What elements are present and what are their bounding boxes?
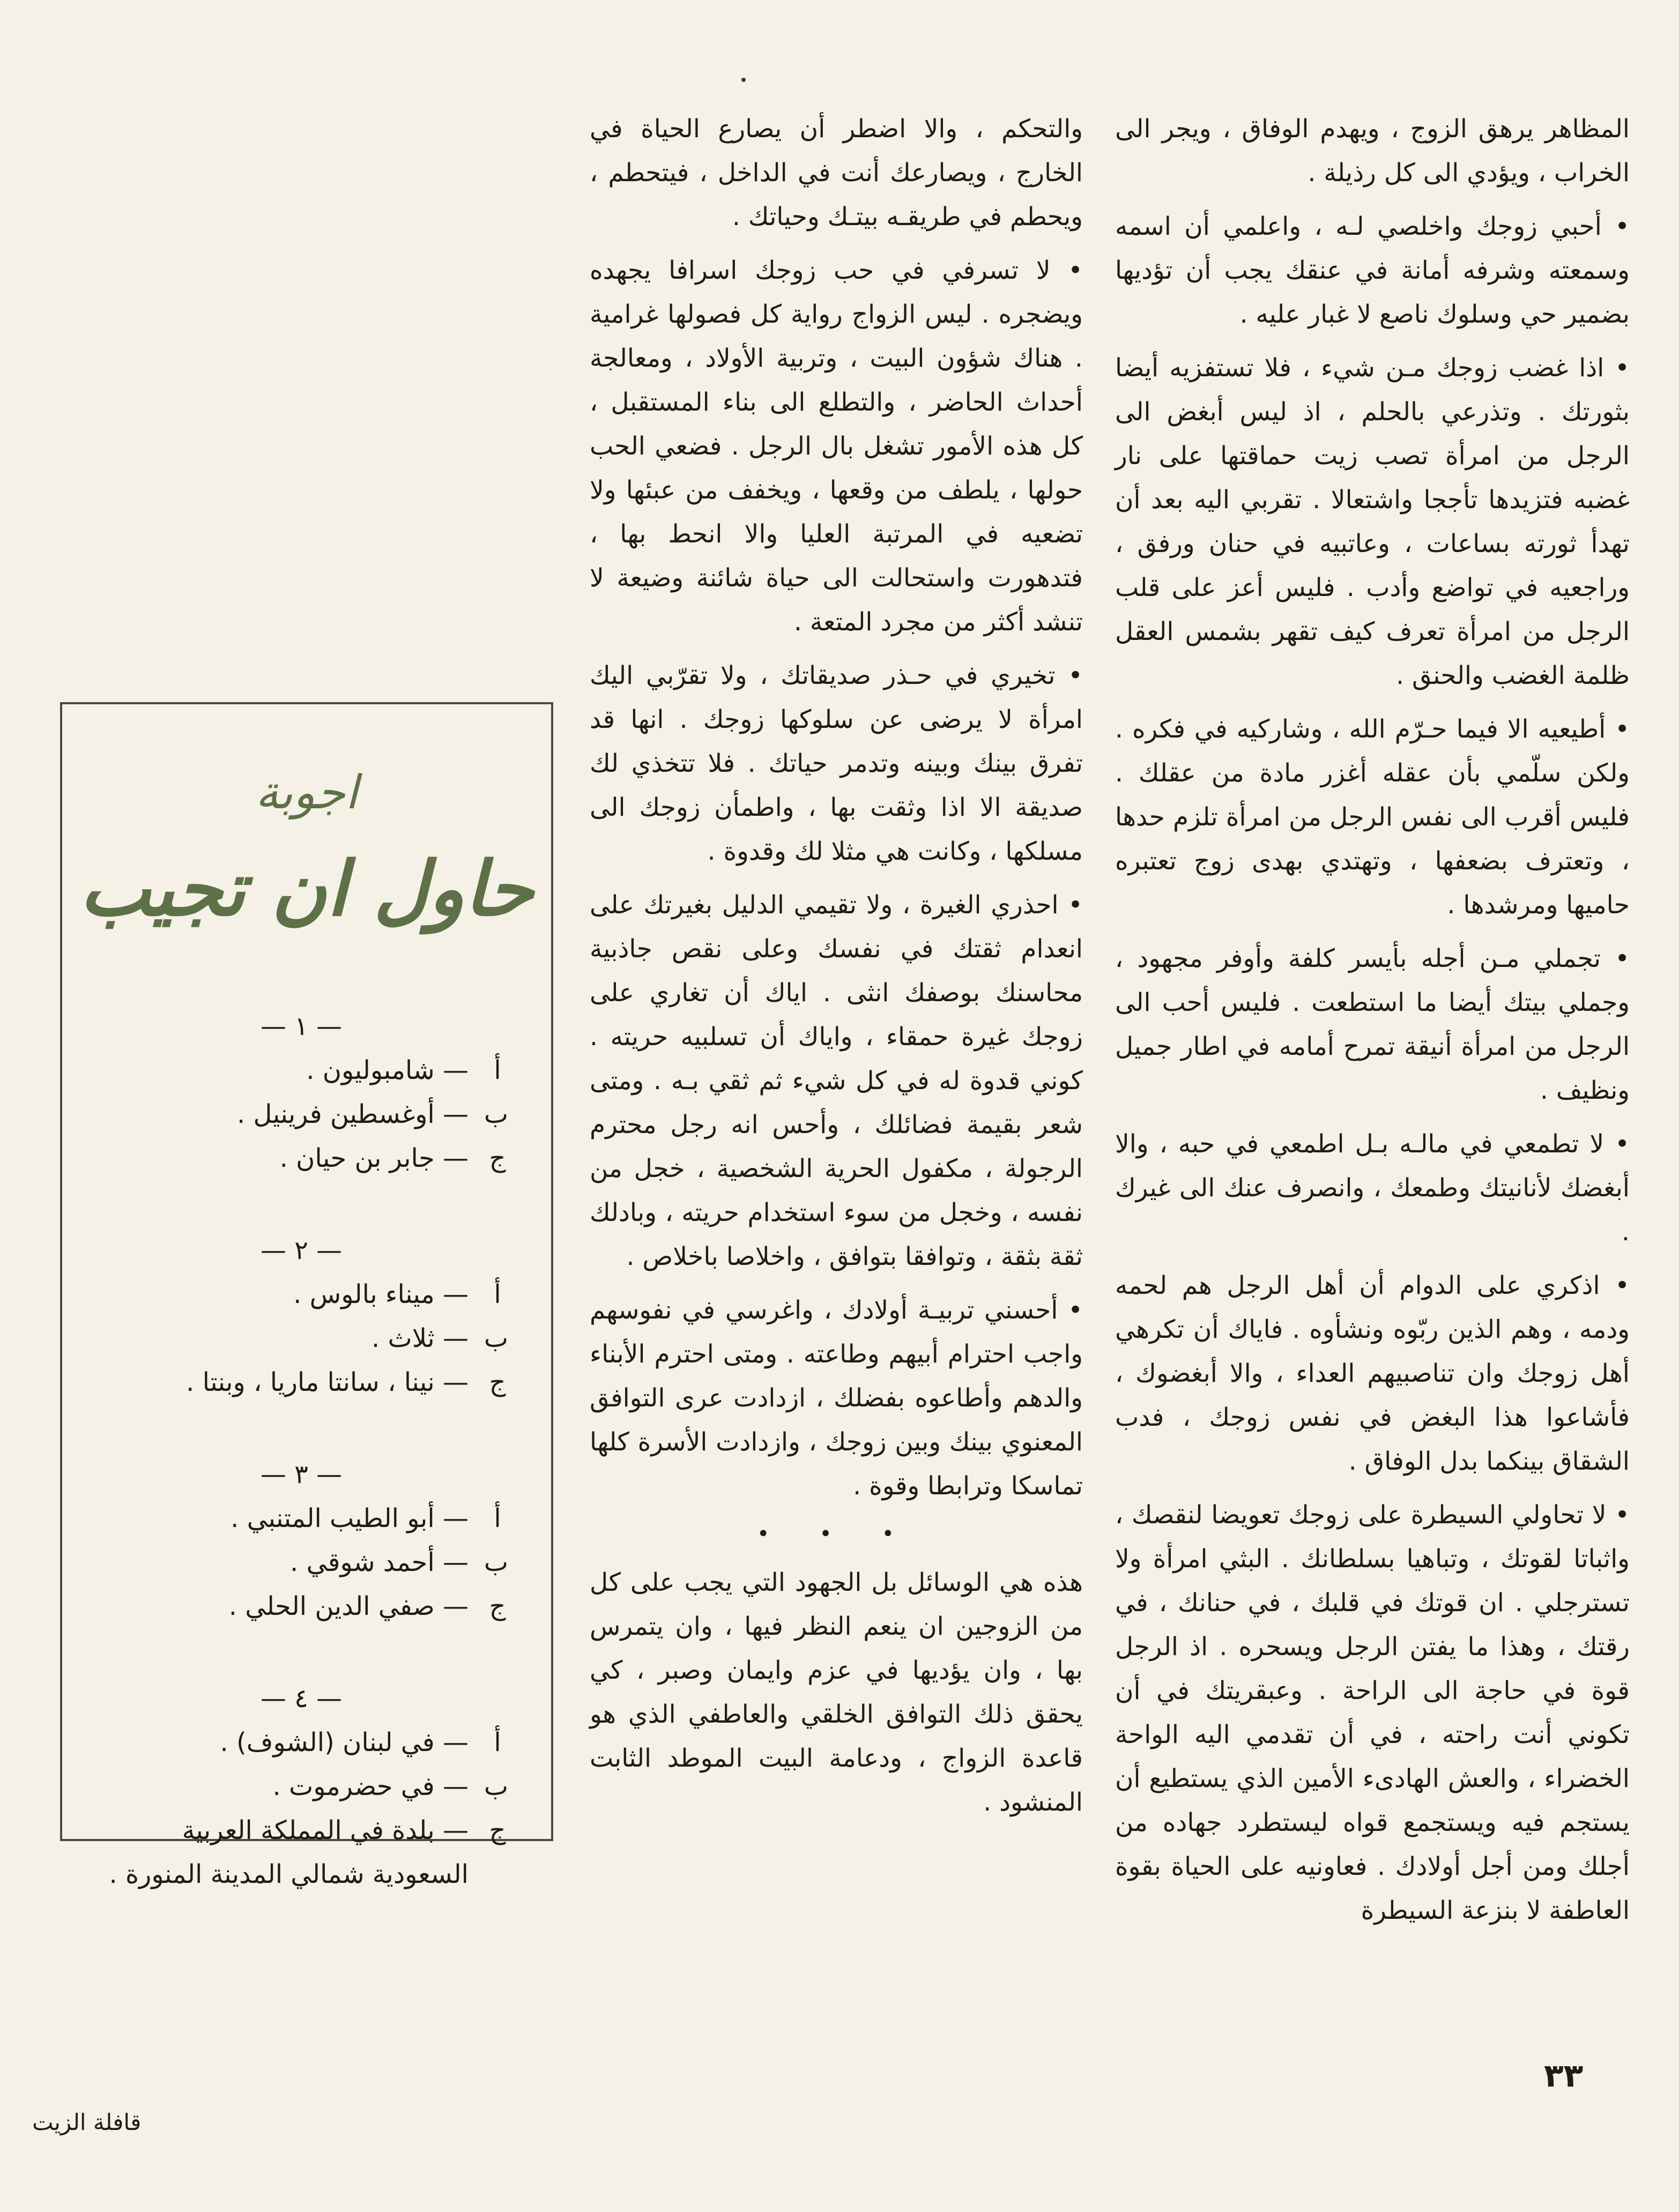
answer-group-number: — ٤ — xyxy=(260,1684,343,1714)
article-paragraph: • أحبي زوجك واخلصي لـه ، واعلمي أن اسمه وسمعته وشرفه أمانة في عنقك يجب أن تؤديها بضمير حي وسلوك ناصع لا غبار عليه . xyxy=(1115,212,1630,329)
answer-letter: ج xyxy=(489,1815,506,1845)
article-closing-paragraph: هذه هي الوسائل بل الجهود التي يجب على كل من الزوجين ان ينعم النظر فيها ، وان يتمرس بها ، وان يؤديها في عزم وايمان وصبر ، كي يحقق ذلك التوافق الخلقي والعاطفي الذي هو قاعدة الزواج ، ودعامة البيت الموطد الثابت المنشود . xyxy=(590,1568,1083,1817)
answer-group-number: — ١ — xyxy=(260,1011,343,1041)
answers-heading-small: اجوبة xyxy=(255,766,358,820)
article-paragraph: • اذا غضب زوجك مـن شيء ، فلا تستفزيه أيضا بثورتك . وتذرعي بالحلم ، اذ ليس أبغض الى الرجل من امرأة تصب زيت حماقتها على نار غضبه فتزيدها تأججا واشتعالا . تقربي اليه بعد أن تهدأ ثورته بساعات ، وعاتبيه في حنان ورفق ، وراجعيه في تواضع وأدب . فليس أعز على قلب الرجل من امرأة تعرف كيف تقهر بشمس العقل ظلمة الغضب والحنق . xyxy=(1115,353,1630,690)
answer-text: — أوغسطين فرينيل . xyxy=(237,1099,469,1129)
answer-letter: أ xyxy=(494,1055,501,1085)
answer-letter: أ xyxy=(494,1503,501,1533)
answer-letter: ب xyxy=(484,1323,508,1353)
article-paragraph: • لا تطمعي في مالـه بـل اطمعي في حبه ، والا أبغضك لأنانيتك وطمعك ، وانصرف عنك الى غيرك . xyxy=(1115,1129,1630,1247)
answers-box xyxy=(60,702,553,1889)
answer-letter: ج xyxy=(489,1143,506,1173)
decorative-dot xyxy=(741,78,746,82)
article-paragraph: • احذري الغيرة ، ولا تقيمي الدليل بغيرتك على انعدام ثقتك في نفسك وعلى نقص جاذبية محاسنك بوصفك انثى . اياك أن تغاري على زوجك غيرة حمقاء ، واياك أن تسلبيه حريته . كوني قدوة له في كل شيء ثم ثقي بـه . ومتى شعر بقيمة فضائلك ، وأحس انه رجل محترم الرجولة ، مكفول الحرية الشخصية ، خجل من نفسه ، وخجل من سوء استخدام حريته ، وبادلك ثقة بثقة ، وتوافقا بتوافق ، واخلاصا باخلاص . xyxy=(590,890,1083,1271)
answer-text: — أبو الطيب المتنبي . xyxy=(231,1503,469,1533)
article-paragraph: المظاهر يرهق الزوج ، ويهدم الوفاق ، ويجر الى الخراب ، ويؤدي الى كل رذيلة . xyxy=(1115,114,1630,188)
article-column-middle xyxy=(590,107,1083,1834)
answer-letter: ج xyxy=(489,1591,506,1621)
answer-text: — في حضرموت . xyxy=(272,1771,469,1801)
answer-line xyxy=(94,1092,508,1136)
answer-text: — ميناء بالوس . xyxy=(293,1279,469,1309)
answer-line xyxy=(94,1584,508,1628)
article-paragraph: والتحكم ، والا اضطر أن يصارع الحياة في الخارج ، ويصارعك أنت في الداخل ، فيتحطم ، ويحطم في طريقـه بيتـك وحياتك . xyxy=(590,114,1083,232)
answers-heading-large: حاول ان تجيب xyxy=(79,845,534,933)
answer-text: — أحمد شوقي . xyxy=(290,1547,469,1577)
article-paragraph: • لا تسرفي في حب زوجك اسرافا يجهده ويضجره . ليس الزواج رواية كل فصولها غرامية . هناك شؤون البيت ، وتربية الأولاد ، ومعالجة أحداث الحاضر ، والتطلع الى بناء المستقبل ، كل هذه الأمور تشغل بال الرجل . فضعي الحب حولها ، يلطف من وقعها ، ويخفف من عبئها ولا تضعيه في المرتبة العليا والا انحط بها ، فتدهورت واستحالت الى حياة شائنة وضيعة لا تنشد أكثر من مجرد المتعة . xyxy=(590,256,1083,637)
answer-line xyxy=(94,1048,508,1092)
answer-line xyxy=(94,1136,508,1180)
answer-text: — شامبوليون . xyxy=(306,1055,469,1085)
answer-group xyxy=(94,1228,508,1404)
article-paragraph: • تجملي مـن أجله بأيسر كلفة وأوفر مجهود ، وجملي بيتك أيضا ما استطعت . فليس أحب الى الرجل من امرأة أنيقة تمرح أمامه في اطار جميل ونظيف . xyxy=(1115,944,1630,1105)
answer-group xyxy=(94,1453,508,1628)
answer-line xyxy=(94,1360,508,1404)
answer-line xyxy=(94,1540,508,1584)
answer-text: — بلدة في المملكة العربية السعودية شمالي المدينة المنورة . xyxy=(109,1815,469,1889)
answer-line xyxy=(94,1496,508,1540)
answer-group xyxy=(94,1677,508,1896)
answer-group-number: — ٢ — xyxy=(260,1235,343,1265)
answer-letter: ب xyxy=(484,1547,508,1577)
answer-group-number: — ٣ — xyxy=(260,1459,343,1489)
answer-letter: ج xyxy=(489,1367,506,1397)
page-number: ٣٣ xyxy=(1544,2057,1584,2095)
magazine-name: قافلة الزيت xyxy=(32,2109,142,2135)
article-paragraph: • تخيري في حـذر صديقاتك ، ولا تقرّبي اليك امرأة لا يرضى عن سلوكها زوجك . انها قد تفرق بينك وبينه وتدمر حياتك . فلا تتخذي لك صديقة الا اذا وثقت بها ، واطمأن زوجك الى مسلكها ، وكانت هي مثلا لك وقدوة . xyxy=(590,661,1083,866)
answer-text: — نينا ، سانتا ماريا ، وبنتا . xyxy=(186,1367,469,1397)
answer-letter: ب xyxy=(484,1771,508,1801)
article-column-right xyxy=(1115,107,1630,1942)
answer-line xyxy=(94,1272,508,1316)
answer-letter: أ xyxy=(494,1727,501,1757)
article-paragraph: • أطيعيه الا فيما حـرّم الله ، وشاركيه في فكره . ولكن سلّمي بأن عقله أغزر مادة من عقلك . فليس أقرب الى نفس الرجل من امرأة تلزم حدها ، وتعترف بضعفها ، وتهتدي بهدى زوج تعتبره حاميها ومرشدها . xyxy=(1115,714,1630,920)
answer-text: — صفي الدين الحلي . xyxy=(228,1591,469,1621)
answer-group xyxy=(94,1004,508,1180)
answer-letter: أ xyxy=(494,1279,501,1309)
answer-text: — جابر بن حيان . xyxy=(279,1143,469,1173)
answers-list xyxy=(94,1004,508,1896)
answer-line xyxy=(94,1764,508,1808)
article-paragraph: • أحسني تربيـة أولادك ، واغرسي في نفوسهم واجب احترام أبيهم وطاعته . ومتى احترم الأبناء والدهم وأطاعوه بفضلك ، ازدادت عرى التوافق المعنوي بينك وبين زوجك ، وازدادت الأسرة كلها تماسكا وترابطا وقوة . xyxy=(590,1295,1083,1501)
answer-line xyxy=(94,1808,508,1896)
article-paragraph: • لا تحاولي السيطرة على زوجك تعويضا لنقصك ، واثباتا لقوتك ، وتباهيا بسلطانك . البثي امرأة ولا تسترجلي . ان قوتك في قلبك ، في حنانك ، في رقتك ، وهذا ما يفتن الرجل ويسحره . اذ الرجل قوة في حاجة الى الراحة . وعبقريتك في أن تكوني أنت راحته ، في أن تقدمي اليه الواحة الخضراء ، والعش الهادىء الأمين الذي يستطيع أن يستجم فيه ويستجمع قواه ليستطرد جهاده من أجلك ومن أجل أولادك . فعاونيه على الحياة بقوة العاطفة لا بنزعة السيطرة xyxy=(1115,1500,1630,1925)
answer-line xyxy=(94,1721,508,1764)
section-separator: • • • xyxy=(756,1522,916,1546)
answer-text: — ثلاث . xyxy=(372,1323,469,1353)
answer-text: — في لبنان (الشوف) . xyxy=(220,1727,469,1757)
article-paragraph: • اذكري على الدوام أن أهل الرجل هم لحمه ودمه ، وهم الذين ربّوه ونشأوه . فاياك أن تكرهي أهل زوجك وان تناصبيهم العداء ، والا أبغضوك ، فأشاعوا هذا البغض في نفس زوجك ، فدب الشقاق بينكما بدل الوفاق . xyxy=(1115,1271,1630,1476)
answer-letter: ب xyxy=(484,1099,508,1129)
answer-line xyxy=(94,1316,508,1360)
